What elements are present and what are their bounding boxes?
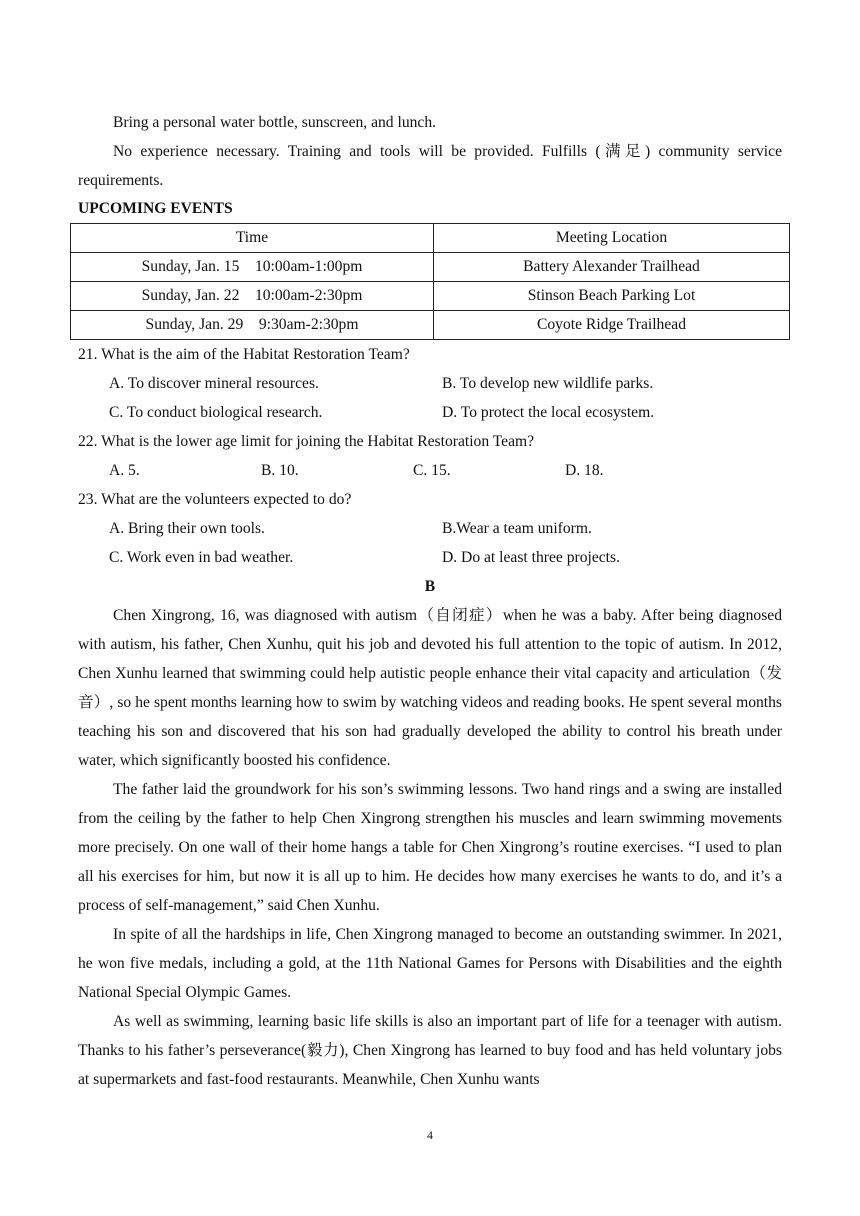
option-d: D. 18.	[565, 462, 604, 479]
intro-line-1: Bring a personal water bottle, sunscreen, and lunch.	[113, 114, 437, 131]
option-c: C. Work even in bad weather.	[109, 549, 294, 566]
event-location: Stinson Beach Parking Lot	[434, 282, 790, 311]
section-b-label: B	[424, 578, 436, 595]
events-table	[70, 223, 790, 340]
table-row	[71, 282, 790, 311]
event-time: Sunday, Jan. 22 10:00am-2:30pm	[71, 282, 434, 311]
option-b: B.Wear a team uniform.	[442, 520, 592, 537]
option-a: A. To discover mineral resources.	[109, 375, 319, 392]
option-a: A. 5.	[109, 462, 140, 479]
intro-line-2: No experience necessary. Training and tools will be provided. Fulfills (满足) community service requirements.	[78, 143, 782, 189]
page-content	[78, 108, 782, 1094]
options-row	[78, 514, 782, 543]
header-location: Meeting Location	[434, 224, 790, 253]
event-time: Sunday, Jan. 29 9:30am-2:30pm	[71, 311, 434, 340]
option-d: D. Do at least three projects.	[442, 549, 620, 566]
event-location: Coyote Ridge Trailhead	[434, 311, 790, 340]
passage-paragraph-2: The father laid the groundwork for his son’s swimming lessons. Two hand rings and a swing are installed from the ceiling by the father to help Chen Xingrong strengthen his muscles and learn swimming movements more precisely. On one wall of their home hangs a table for Chen Xingrong’s routine exercises. “I used to plan all his exercises for him, but now it is all up to him. He decides how many exercises he wants to do, and it’s a process of self-management,” said Chen Xunhu.	[78, 781, 782, 914]
passage-paragraph-4: As well as swimming, learning basic life skills is also an important part of life for a teenager with autism. Thanks to his father’s perseverance(毅力), Chen Xingrong has learned to buy food and has held voluntary jobs at supermarkets and fast-food restaurants. Meanwhile, Chen Xunhu wants	[78, 1013, 782, 1088]
option-b: B. To develop new wildlife parks.	[442, 375, 654, 392]
options-row	[78, 398, 782, 427]
option-c: C. To conduct biological research.	[109, 404, 323, 421]
table-row	[71, 253, 790, 282]
page-number: 4	[427, 1128, 433, 1142]
question-21: 21. What is the aim of the Habitat Restoration Team?	[78, 346, 410, 363]
header-time: Time	[71, 224, 434, 253]
passage-paragraph-1: Chen Xingrong, 16, was diagnosed with autism（自闭症）when he was a baby. After being diagnosed with autism, his father, Chen Xunhu, quit his job and devoted his full attention to the topic of autism. In 2012, Chen Xunhu learned that swimming could help autistic people enhance their vital capacity and articulation（发音）, so he spent months learning how to swim by watching videos and reading books. He spent several months teaching his son and discovered that his son had gradually developed the ability to control his breath under water, which significantly boosted his confidence.	[78, 607, 782, 769]
options-row	[78, 369, 782, 398]
option-c: C. 15.	[413, 462, 451, 479]
table-row	[71, 311, 790, 340]
option-b: B. 10.	[261, 462, 299, 479]
events-heading: UPCOMING EVENTS	[78, 200, 233, 217]
option-a: A. Bring their own tools.	[109, 520, 265, 537]
options-row	[78, 543, 782, 572]
options-row	[78, 456, 782, 485]
table-header-row	[71, 224, 790, 253]
option-d: D. To protect the local ecosystem.	[442, 404, 655, 421]
passage-paragraph-3: In spite of all the hardships in life, Chen Xingrong managed to become an outstanding swimmer. In 2021, he won five medals, including a gold, at the 11th National Games for Persons with Disabilities and the eighth National Special Olympic Games.	[78, 926, 782, 1001]
event-location: Battery Alexander Trailhead	[434, 253, 790, 282]
question-23: 23. What are the volunteers expected to do?	[78, 491, 352, 508]
event-time: Sunday, Jan. 15 10:00am-1:00pm	[71, 253, 434, 282]
question-22: 22. What is the lower age limit for joining the Habitat Restoration Team?	[78, 433, 535, 450]
